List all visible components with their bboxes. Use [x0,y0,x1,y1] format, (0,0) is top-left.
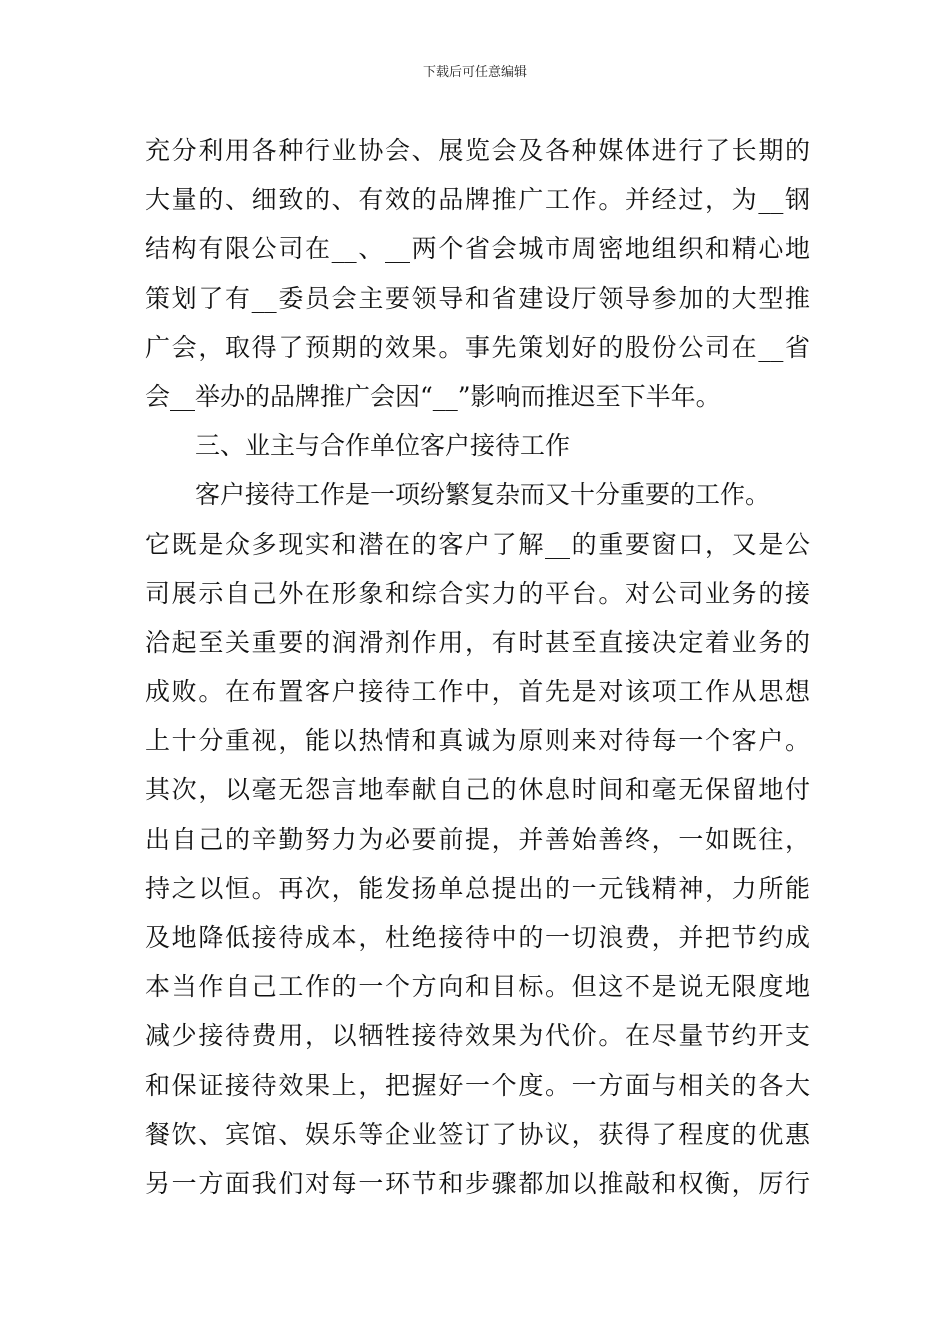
text-line: 广会，取得了预期的效果。事先策划好的股份公司在__省 [145,332,810,362]
text-line: 另一方面我们对每一环节和步骤都加以推敲和权衡，厉行 [145,1168,810,1198]
text-line: 充分利用各种行业协会、展览会及各种媒体进行了长期的 [145,136,810,165]
text-line: 司展示自己外在形象和综合实力的平台。对公司业务的接 [145,578,810,608]
text-line: 它既是众多现实和潜在的客户了解__的重要窗口，又是公 [145,529,810,559]
text-line: 本当作自己工作的一个方向和目标。但这不是说无限度地 [145,972,810,1002]
text-line: 上十分重视，能以热情和真诚为原则来对待每一个客户。 [145,726,810,756]
text-line: 出自己的辛勤努力为必要前提，并善始善终，一如既往， [145,824,810,854]
text-line: 其次，以毫无怨言地奉献自己的休息时间和毫无保留地付 [145,775,810,805]
text-line: 餐饮、宾馆、娱乐等企业签订了协议，获得了程度的优惠 [145,1119,810,1149]
text-line: 和保证接待效果上，把握好一个度。一方面与相关的各大 [145,1070,810,1100]
text-line: 成败。在布置客户接待工作中，首先是对该项工作从思想 [145,677,810,707]
page-header-note: 下载后可任意编辑 [422,65,527,80]
section-heading: 三、业主与合作单位客户接待工作 [195,431,571,461]
text-line: 洽起至关重要的润滑剂作用，有时甚至直接决定着业务的 [145,627,810,657]
text-line: 策划了有__委员会主要领导和省建设厅领导参加的大型推 [145,283,810,313]
text-line: 结构有限公司在__、__两个省会城市周密地组织和精心地 [145,234,810,264]
paragraph-start: 客户接待工作是一项纷繁复杂而又十分重要的工作。 [195,480,771,510]
text-line: 持之以恒。再次，能发扬单总提出的一元钱精神，力所能 [145,873,810,903]
text-line: 及地降低接待成本，杜绝接待中的一切浪费，并把节约成 [145,923,810,952]
text-line: 会__举办的品牌推广会因“__”影响而推迟至下半年。 [145,381,721,411]
text-line: 减少接待费用，以牺牲接待效果为代价。在尽量节约开支 [145,1021,810,1051]
text-line: 大量的、细致的、有效的品牌推广工作。并经过，为__钢 [145,185,810,215]
document-body [145,126,810,1208]
